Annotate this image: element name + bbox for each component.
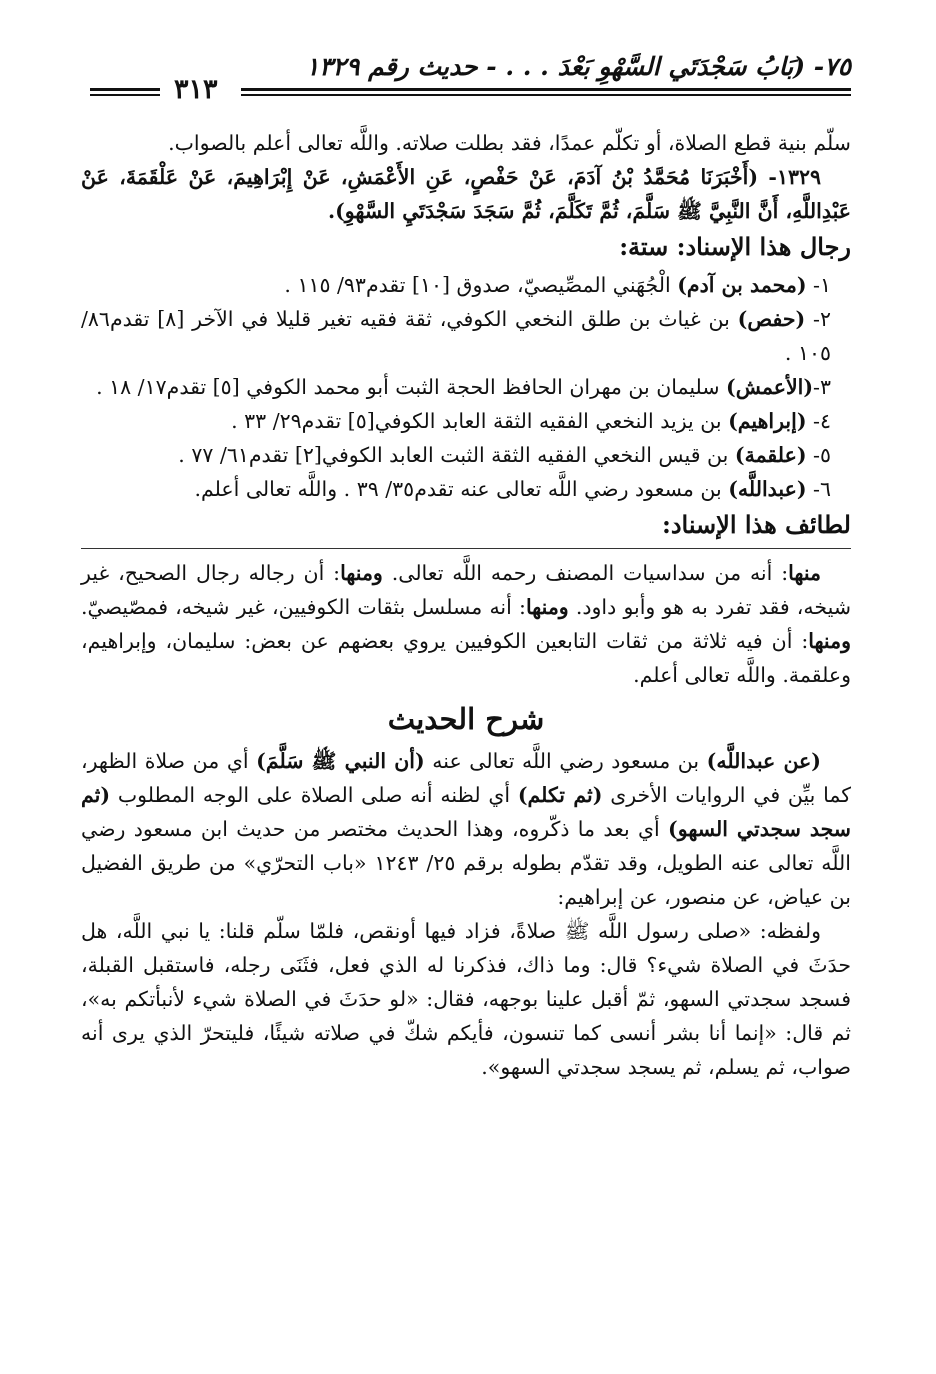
narrator-details: بن غياث بن طلق النخعي الكوفي، ثقة فقيه تغير قليلا في الآخر [٨] تقدم٨٦/ ١٠٥ .: [81, 307, 831, 365]
narrator-details: سليمان بن مهران الحافظ الحجة الثبت أبو محمد الكوفي [٥] تقدم١٧/ ١٨ .: [96, 375, 727, 399]
narrator-item: [81, 472, 851, 506]
body-text: [81, 126, 851, 1084]
lataif-heading: لطائف هذا الإسناد:: [661, 510, 851, 539]
narrator-number: ٢-: [805, 307, 831, 331]
page-number: ٣١٣: [174, 74, 218, 105]
quoted-phrase: (ثم سجد سجدتي السهو): [81, 783, 851, 841]
narrator-number: ٤-: [806, 409, 831, 433]
narrator-item: [81, 404, 851, 438]
narrator-name: (الأعمش): [726, 375, 814, 399]
narrator-number: ٦-: [806, 477, 831, 501]
narrator-number: ٥-: [806, 443, 831, 467]
narrator-number: ١-: [806, 273, 831, 297]
narrators-heading: رجال هذا الإسناد: ستة:: [619, 232, 851, 261]
intro-line: سلّم بنية قطع الصلاة، أو تكلّم عمدًا، فقد بطلت صلاته. واللَّه تعالى أعلم بالصواب.: [168, 131, 851, 155]
header-rule-left: [90, 88, 160, 96]
lataif-text: : أن رجاله رجال الصحيح، غير شيخه، فقد تفرد به هو وأبو داود.: [81, 561, 852, 619]
sharh-paragraph-1: [81, 744, 851, 914]
running-title: ٧٥- (بَابُ سَجْدَتَي السَّهْوِ بَعْدَ . . . - حديث رقم ١٣٢٩: [305, 52, 851, 81]
narrator-item: [81, 268, 851, 302]
lataif-label: ومنها: [340, 561, 383, 585]
lataif-paragraph: [81, 556, 851, 692]
lataif-text: : أنه مسلسل بثقات الكوفيين، غير شيخه، فمصّيصيّ.: [81, 595, 526, 619]
narrator-item: [81, 438, 851, 472]
narrator-name: (محمد بن آدم): [677, 273, 807, 297]
narrators-list: [81, 268, 851, 506]
narrator-number: ٣-: [813, 375, 831, 399]
narrator-details: بن يزيد النخعي الفقيه الثقة العابد الكوفي[٥] تقدم٢٩/ ٣٣ .: [231, 409, 729, 433]
narrator-details: الْجُهَني المصِّيصيّ، صدوق [١٠] تقدم٩٣/ ١١٥ .: [284, 273, 678, 297]
narrator-name: (عبداللَّه): [728, 477, 807, 501]
quoted-phrase: (عن عبداللَّه): [706, 749, 821, 773]
hadith-text: ١٣٢٩- (أَخْبَرَنَا مُحَمَّدُ بْنُ آدَمَ، عَنْ حَفْصٍ، عَنِ الأَعْمَشِ، عَنْ إِبْرَاهِيمَ، عَنْ عَلْقَمَةَ، عَنْ عَبْدِاللَّهِ، أَنَّ النَّبِيَّ ﷺ سَلَّمَ، ثُمَّ تَكَلَّمَ، ثُمَّ سَجَدَ سَجْدَتَيِ السَّهْوِ).: [81, 165, 851, 223]
commentary-text: بن مسعود رضي اللَّه تعالى عنه: [424, 749, 707, 773]
lataif-text: : أن فيه ثلاثة من ثقات التابعين الكوفيين يروي بعضهم عن بعض: سليمان، وإبراهيم، وعلقمة. واللَّه تعالى أعلم.: [81, 629, 851, 687]
lataif-label: منها: [788, 561, 822, 585]
header-rule-right: [241, 88, 851, 96]
sharh-title: شرح الحديث: [387, 702, 545, 736]
lataif-text: : أنه من سداسيات المصنف رحمه اللَّه تعالى.: [382, 561, 789, 585]
narrator-name: (حفص): [737, 307, 806, 331]
lataif-label: ومنها: [808, 629, 851, 653]
quoted-phrase: (ثم تكلم): [517, 783, 603, 807]
narrator-name: (إبراهيم): [728, 409, 807, 433]
quoted-phrase: (أن النبي ﷺ سَلَّمَ): [256, 749, 425, 773]
narrator-item: [81, 370, 851, 404]
commentary-text: أي لظنه أنه صلى الصلاة على الوجه المطلوب: [110, 783, 518, 807]
lataif-label: ومنها: [525, 595, 569, 619]
divider: [81, 548, 851, 549]
running-header: [90, 52, 851, 104]
narrator-item: [81, 302, 851, 370]
commentary-text: أي من صلاة الظهر، كما بيِّن في الروايات الأخرى: [81, 749, 851, 807]
narrator-name: (علقمة): [734, 443, 807, 467]
commentary-text: أي بعد ما ذكّروه، وهذا الحديث مختصر من حديث ابن مسعود رضي اللَّه تعالى عنه الطويل، وقد تقدّم بطوله برقم ٢٥/ ١٢٤٣ «باب التحرّي» من طريق الفضيل بن عياض، عن منصور، عن إبراهيم:: [81, 817, 851, 909]
narrator-details: بن قيس النخعي الفقيه الثقة الثبت العابد الكوفي[٢] تقدم٦١/ ٧٧ .: [178, 443, 735, 467]
sharh-paragraph-2: ولفظه: «صلى رسول اللَّه ﷺ صلاةً، فزاد فيها أونقص، فلمّا سلّم قلنا: يا نبي اللَّه، هل حدَثَ في الصلاة شيء؟ قال: وما ذاك، فذكرنا له الذي فعل، فثَنَى رجله، فاستقبل القبلة، فسجد سجدتي السهو، ثمّ أقبل علينا بوجهه، فقال: «لو حدَثَ في الصلاة شيء لأنبأتكم به»، ثم قال: «إنما أنا بشر أنسى كما تنسون، فأيكم شكّ في صلاته شيئًا، فليتحرّ الذي يرى أنه صواب، ثم يسلم، ثم يسجد سجدتي السهو».: [81, 919, 851, 1079]
narrator-details: بن مسعود رضي اللَّه تعالى عنه تقدم٣٥/ ٣٩ . واللَّه تعالى أعلم.: [194, 477, 729, 501]
